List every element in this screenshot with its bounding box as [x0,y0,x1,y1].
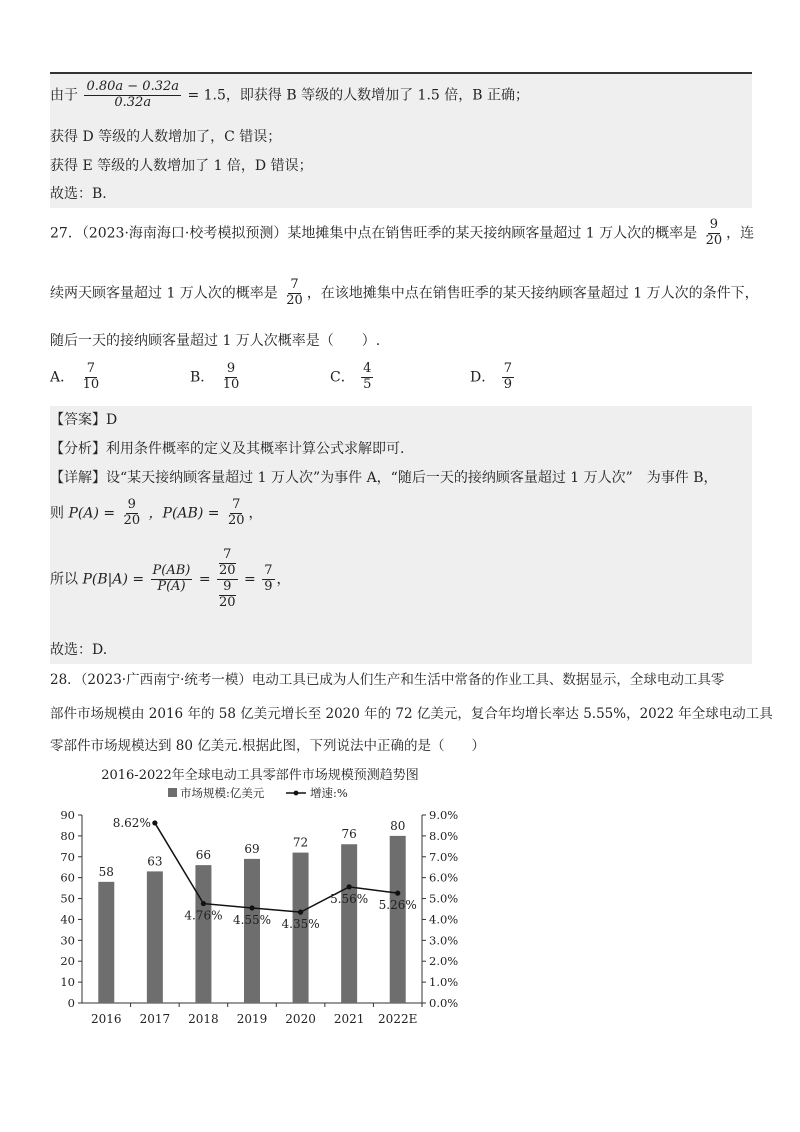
q27-conditional-calc: 所以 P(B|A) = $\frac{P(AB)}{P(A)}$ = 7 20 9 20 = $\frac{7}{9}$ ， [50,547,291,610]
x-tick-label: 2021 [333,1012,365,1026]
chart-title: 2016-2022年全球电动工具零部件市场规模预测趋势图 [101,768,419,783]
growth-rate-point [152,820,157,825]
q27-stem-line-1: 27．（2023·海南海口·校考模拟预测）某地摊集中点在销售旺季的某天接纳顾客量超过 1 万人次的概率是 $\frac{9}{20}$ ，连 [50,217,755,248]
bar-2018 [195,865,211,1003]
bar-value-label: 63 [147,854,163,869]
q27-option-c: C． $\frac{4}{5}$ [330,361,372,392]
q27-prob-one-day: $\frac{9}{20}$ [705,217,723,248]
q27-option-b: B． $\frac{9}{10}$ [190,361,240,392]
bar-2019 [244,859,260,1003]
growth-rate-label: 5.26% [378,898,417,913]
x-tick-label: 2016 [91,1012,122,1026]
q27-probabilities: 则 P(A) = $\frac{9}{20}$ ，P(AB) = $\frac{7}{20}$ ， [50,497,263,528]
q27-stem-line-3: 随后一天的接纳顾客量超过 1 万人次概率是（ ）. [50,333,381,349]
q27-detail: 【详解】设“某天接纳顾客量超过 1 万人次”为事件 A，“随后一天的接纳顾客量超过 1 万人次” 为事件 B， [50,470,718,486]
y-right-tick-label: 5.0% [429,891,459,906]
y-left-tick-label: 90 [60,808,75,822]
bar-value-label: 80 [390,818,406,833]
bar-value-label: 66 [195,848,212,863]
bar-2021 [341,844,357,1003]
bar-value-label: 58 [98,864,114,879]
q28-line-3: 零部件市场规模达到 80 亿美元.根据此图，下列说法中正确的是（ ） [50,738,486,754]
q27-compound-fraction: 7 20 9 20 [219,547,236,610]
y-left-tick-label: 80 [60,828,75,843]
y-left-tick-label: 70 [60,849,75,864]
growth-rate-label: 4.55% [232,912,272,927]
x-tick-label: 2019 [236,1012,268,1026]
bar-value-label: 72 [292,835,309,850]
y-right-tick-label: 0.0% [429,996,459,1010]
y-right-tick-label: 9.0% [429,808,459,822]
growth-rate-label: 4.76% [184,908,223,923]
growth-rate-point [347,884,352,889]
y-right-tick-label: 6.0% [429,870,459,885]
prev-line-4: 故选：B. [50,186,107,202]
legend-line-marker [294,791,299,796]
y-left-tick-label: 20 [60,954,75,969]
y-left-tick-label: 0 [67,996,75,1010]
q28-line-1: 28．（2023·广西南宁·统考一模）电动工具已成为人们生产和生活中常备的作业工具、数据显示，全球电动工具零 [50,672,725,688]
y-right-tick-label: 8.0% [429,828,459,843]
q27-option-d: D． $\frac{7}{9}$ [470,361,512,392]
x-tick-label: 2018 [188,1012,219,1026]
y-right-tick-label: 4.0% [429,912,459,927]
y-left-tick-label: 50 [60,891,75,906]
growth-rate-point [298,910,303,915]
x-tick-label: 2022E [378,1012,418,1026]
bar-value-label: 69 [244,841,260,856]
q27-stem-line-2: 续两天顾客量超过 1 万人次的概率是 $\frac{7}{20}$ ，在该地摊集中点在销售旺季的某天接纳顾客量超过 1 万人次的条件下， [50,277,759,308]
bar-value-label: 76 [341,827,357,842]
growth-rate-label: 5.56% [330,891,369,906]
chart-legend [168,786,348,800]
growth-rate-label: 4.35% [281,917,320,932]
x-tick-label: 2020 [285,1012,316,1026]
growth-rate-label: 8.62% [112,815,151,830]
y-left-tick-label: 60 [60,870,75,885]
q27-answer: 【答案】D [50,412,118,428]
y-right-tick-label: 1.0% [429,975,459,990]
growth-rate-point [201,901,206,906]
growth-rate-point [395,891,400,896]
x-tick-label: 2017 [139,1012,171,1026]
q27-choose: 故选：D. [50,642,108,658]
y-left-tick-label: 30 [60,933,75,948]
prev-line-1: 由于 $\frac{0.80a - 0.32a}{0.32a}$ = 1.5，即获得 B 等级的人数增加了 1.5 倍，B 正确； [50,79,530,110]
y-right-tick-label: 2.0% [429,954,459,969]
y-right-tick-label: 3.0% [429,933,459,948]
q28-line-2: 部件市场规模由 2016 年的 58 亿美元增长至 2020 年的 72 亿美元，复合年均增长率达 5.55%，2022 年全球电动工具 [50,706,773,722]
prev-line-3: 获得 E 等级的人数增加了 1 倍，D 错误； [50,158,313,174]
growth-rate-point [249,905,254,910]
y-right-tick-label: 7.0% [429,849,459,864]
legend-bar-label: 市场规模:亿美元 [180,786,265,800]
q27-option-a: A． $\frac{7}{10}$ [50,361,100,392]
legend-bar-swatch [168,788,177,797]
q27-prob-two-days: $\frac{7}{20}$ [286,277,303,308]
bar-2016 [98,882,114,1003]
chart-plot [60,808,458,1026]
y-left-tick-label: 10 [60,975,75,990]
bar-2022E [390,836,406,1003]
prev-fraction: $\frac{0.80a - 0.32a}{0.32a}$ [86,79,180,110]
prev-line-2: 获得 D 等级的人数增加了，C 错误； [50,129,282,145]
market-size-chart [40,765,480,1045]
legend-line-label: 增速:% [310,786,348,800]
bar-2017 [147,871,163,1003]
y-left-tick-label: 40 [60,912,75,927]
q27-analysis: 【分析】利用条件概率的定义及其概率计算公式求解即可. [50,441,405,457]
